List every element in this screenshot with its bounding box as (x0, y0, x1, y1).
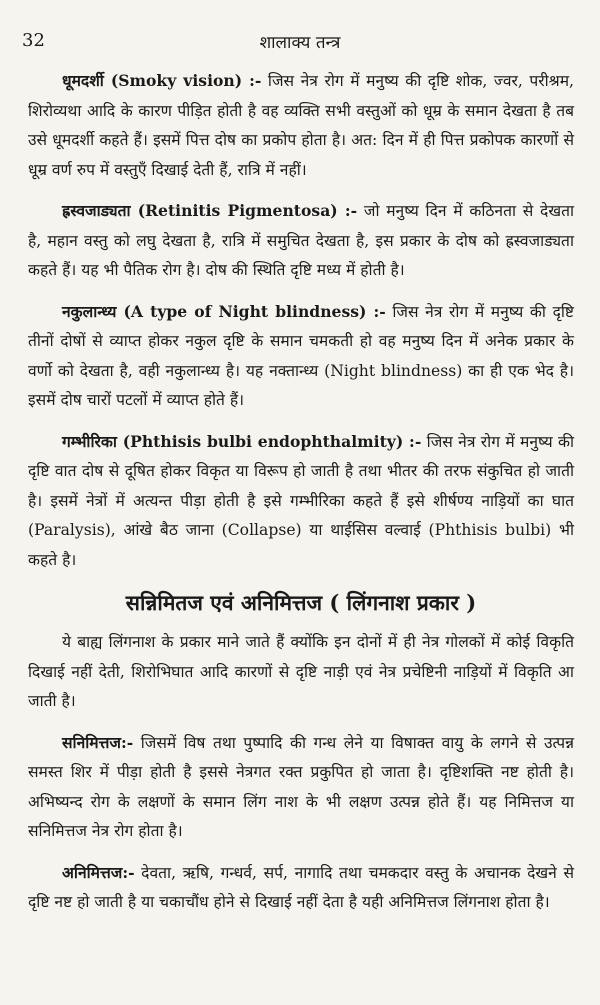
term-retinitis: ह्रस्वजाड्यता (Retinitis Pigmentosa) :- (62, 201, 358, 220)
paragraph-retinitis (28, 196, 574, 286)
text-sanimittaj: जिसमें विष तथा पुष्पादि की गन्ध लेने या विषाक्त वायु के लगने से उत्पन्न समस्त शिर में पीड़ा होती है इससे नेत्रगत रक्त प्रकुपित हो जाता है। दृष्टिशक्ति नष्ट होती है। अभिष्यन्द रोग के लक्षणों के समान लिंग नाश के भी लक्षण उत्पन्न होते हैं। यह निमित्तज या सनिमित्तज नेत्र रोग होता है। (28, 733, 574, 840)
term-animittaj: अनिमित्तज:- (62, 862, 135, 882)
term-night-blindness: नकुलान्ध्य (A type of Night blindness) :- (62, 301, 386, 321)
paragraph-intro: ये बाह्य लिंगनाश के प्रकार माने जाते हैं क्योंकि इन दोनों में ही नेत्र गोलकों में कोई विकृति दिखाई नहीं देती, शिरोभिघात आदि कारणों से दृष्टि नाड़ी एवं नेत्र प्रचेष्टिनी नाड़ियों में विकृति आ जाती है। (28, 633, 574, 710)
term-phthisis: गम्भीरिका (Phthisis bulbi endophthalmity) :- (62, 431, 422, 451)
running-title: शालाक्य तन्त्र (259, 33, 341, 53)
term-smoky-vision: धूमदर्शी (Smoky vision) :- (62, 71, 262, 90)
page-content (28, 66, 574, 929)
paragraph-night-blindness (28, 297, 574, 416)
text-phthisis: जिस नेत्र रोग में मनुष्य की दृष्टि वात दोष से दूषित होकर विकृत या विरूप हो जाती है तथा भीतर की तरफ संकुचित हो जाती है। इसमें नेत्रों में अत्यन्त पीड़ा होती है इसे गम्भीरिका कहते हैं इसे शीर्षण्य नाड़ियों का घात (Paralysis), आंखे बैठ जाना (Collapse) या थाईसिस वल्वाई (Phthisis bulbi) भी कहते है। (28, 432, 575, 569)
term-sanimittaj: सनिमित्तज:- (62, 732, 134, 752)
text-smoky-vision: जिस नेत्र रोग में मनुष्य की दृष्टि शोक, ज्वर, परीश्रम, शिरोव्यथा आदि के कारण पीड़ित होती है वह व्यक्ति सभी वस्तुओं को धूम्र के समान देखता है तब उसे धूमदर्शी कहते हैं। इसमें पित्त दोष का प्रकोप होता है। अत: दिन में ही पित्त प्रकोपक कारणों से धूम्र वर्ण रुप में वस्तुएँ दिखाई देती हैं, रात्रि में नहीं। (28, 72, 574, 179)
paragraph-animittaj (28, 858, 574, 918)
text-animittaj: देवता, ऋषि, गन्धर्व, सर्प, नागादि तथा चमकदार वस्तु के अचानक देखने से दृष्टि नष्ट हो जाती है या चकाचौंध होने से दिखाई नहीं देता है यही अनिमित्तज लिंगनाश होता है। (28, 863, 574, 911)
paragraph-smoky-vision (28, 66, 574, 185)
paragraph-phthisis (28, 427, 574, 576)
text-night-blindness: जिस नेत्र रोग में मनुष्य की दृष्टि तीनों दोषों से व्याप्त होकर नकुल दृष्टि के समान चमकती हो वह मनुष्य दिन में अनेक प्रकार के वर्णो को देखता है, वही नकुलान्ध्य है। यह नक्तान्ध्य (Night blindness) का ही एक भेद है। इसमें दोष चारों पटलों में व्याप्त होते हैं। (28, 302, 574, 409)
section-heading: सन्निमितज एवं अनिमित्तज ( लिंगनाश प्रकार ) (125, 590, 477, 615)
text-retinitis: जो मनुष्य दिन में कठिनता से देखता है, महान वस्तु को लघु देखता है, रात्रि में समुचित देखता है, इस प्रकार के दोष को ह्रस्वजाड्यता कहते हैं। यह भी पैतिक रोग है। दोष की स्थिति दृष्टि मध्य में होती है। (28, 202, 574, 279)
page-number: 32 (22, 30, 45, 51)
page-header (22, 30, 578, 56)
paragraph-sanimittaj (28, 728, 574, 847)
